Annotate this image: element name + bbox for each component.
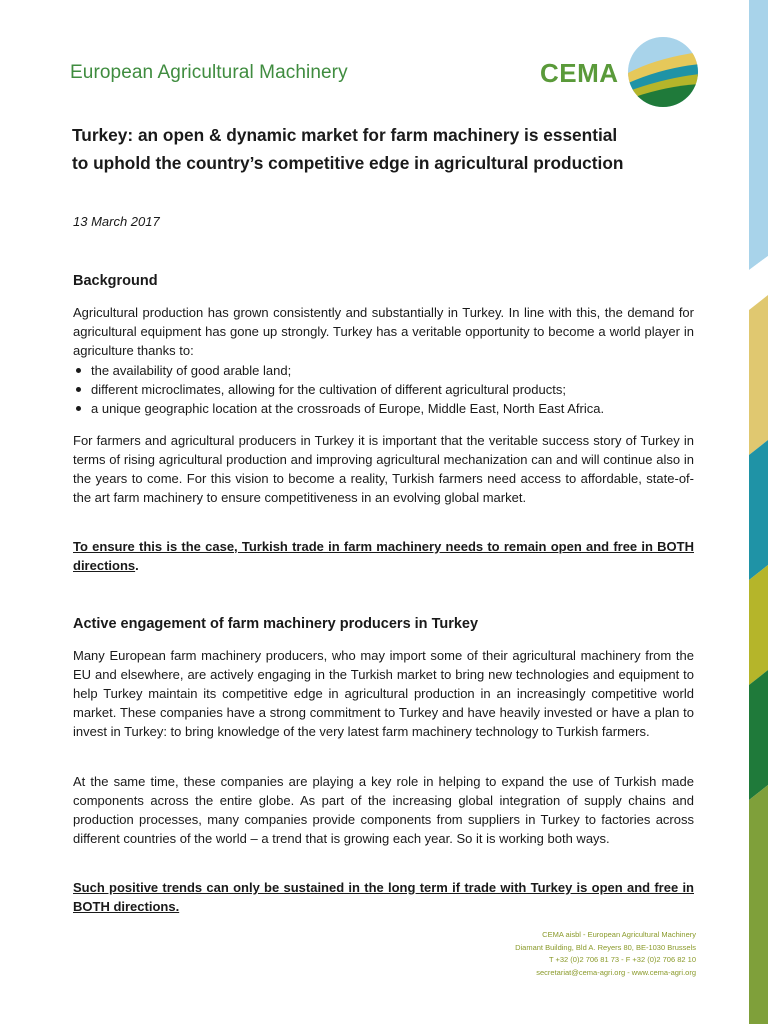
footer-phone: T +32 (0)2 706 81 73 - F +32 (0)2 706 82 10 [548, 955, 696, 964]
background-emphasis [73, 537, 694, 575]
background-intro: Agricultural production has grown consistently and substantially in Turkey. In line with this, the demand for agricultural equipment has gone up strongly. Turkey has a veritable opportunity to become a world player in agriculture thanks to: [73, 305, 694, 358]
landscape-icon [626, 36, 700, 108]
color-stripe [749, 0, 768, 1024]
title-line-2: to uphold the country’s competitive edge in agricultural production [72, 153, 624, 173]
cema-logo [540, 36, 710, 108]
title-line-1: Turkey: an open & dynamic market for farm machinery is essential [72, 125, 618, 145]
background-heading: Background [73, 273, 158, 289]
engagement-para-2: At the same time, these companies are playing a key role in helping to expand the use of Turkish made components across the entire globe. As part of the increasing global integration of supply chains and production processes, many companies provide components from suppliers in Turkey to factories across different countries of the world – a trend that is growing each year. So it is working both ways. [73, 774, 694, 846]
emphasis-text: To ensure this is the case, Turkish trade in farm machinery needs to remain open and free in BOTH directions [73, 539, 694, 573]
footer-org: CEMA aisbl - European Agricultural Machinery [542, 930, 696, 939]
document-title [72, 121, 712, 177]
footer-web: secretariat@cema-agri.org - www.cema-agri.org [536, 967, 696, 977]
logo-text: CEMA [540, 58, 619, 88]
list-item: different microclimates, allowing for the cultivation of different agricultural products; [73, 380, 703, 399]
engagement-para-1: Many European farm machinery producers, who may import some of their agricultural machinery from the EU and elsewhere, are actively engaging in the Turkish market to bring new technologies and equipment to help Turkey maintain its competitive edge in agricultural production in an increasingly competitive world market. These companies have a strong commitment to Turkey and have heavily invested or have a plan to invest in Turkey: to bring knowledge of the very latest farm machinery technology to Turkish farmers. [73, 648, 694, 739]
list-item: the availability of good arable land; [73, 361, 703, 380]
background-body: For farmers and agricultural producers in Turkey it is important that the veritable success story of Turkey in terms of rising agricultural production and improving agricultural mechanization can and will continue also in the years to come. For this vision to become a reality, Turkish farmers need access to affordable, state-of-the art farm machinery to ensure competitiveness in an evolving global market. [73, 433, 694, 505]
footer-address: Diamant Building, Bld A. Reyers 80, BE-1030 Brussels [515, 942, 696, 952]
organization-name: European Agricultural Machinery [70, 62, 348, 83]
list-item: a unique geographic location at the crossroads of Europe, Middle East, North East Africa. [73, 399, 703, 418]
advantages-list [73, 361, 703, 418]
document-date: 13 March 2017 [73, 214, 160, 229]
footer-contact [515, 929, 696, 979]
emphasis-text: Such positive trends can only be sustained in the long term if trade with Turkey is open and free in BOTH directions. [73, 880, 694, 914]
engagement-emphasis [73, 878, 694, 916]
emphasis-period: . [135, 558, 139, 573]
engagement-heading: Active engagement of farm machinery producers in Turkey [73, 616, 479, 632]
